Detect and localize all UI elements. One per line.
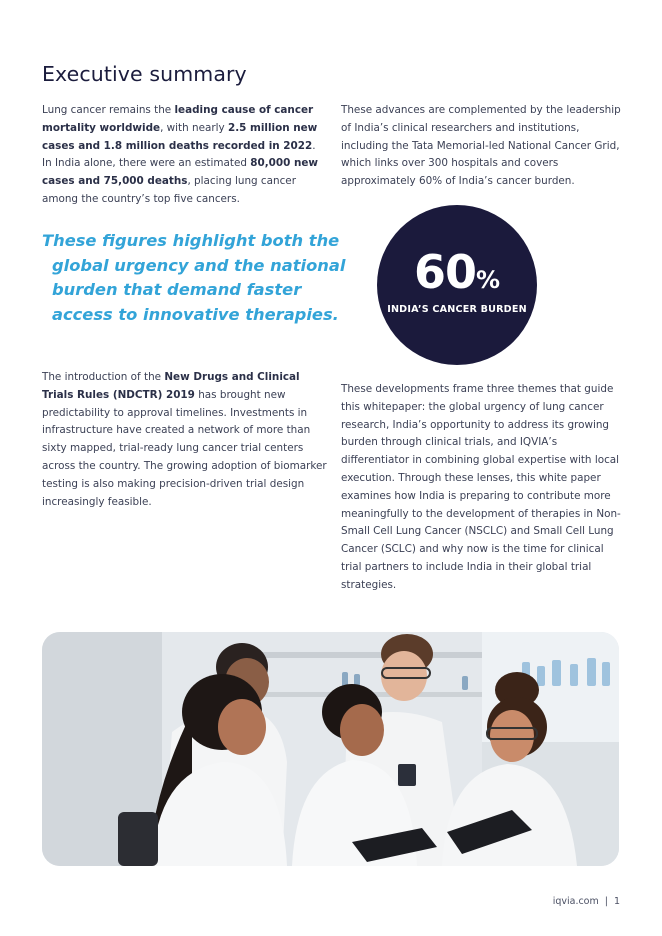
quote-line: global urgency and the national	[52, 255, 346, 275]
bold-run: leading cause of cancer mortality worldwide	[42, 104, 314, 134]
text-run: , placing lung cancer among the country’s top five cancers.	[42, 175, 296, 205]
page-footer	[553, 896, 620, 907]
text-run: Lung cancer remains the	[42, 104, 175, 116]
stat-value	[377, 247, 537, 305]
footer-site-link[interactable]: iqvia.com	[552, 896, 599, 907]
stat-number: 60	[413, 245, 476, 299]
text-run: The introduction of the	[42, 371, 165, 383]
stat-label: INDIA’S CANCER BURDEN	[387, 304, 527, 315]
text-run: . In India alone, there were an estimated	[42, 139, 316, 170]
bold-run: 2.5 million new cases and 1.8 million deaths recorded in 2022	[42, 121, 318, 152]
quote-line: access to innovative therapies.	[52, 304, 339, 324]
bold-run: New Drugs and Clinical Trials Rules (NDCTR) 2019	[42, 371, 300, 401]
page-title: Executive summary	[42, 62, 247, 86]
page-number: 1	[613, 896, 620, 907]
footer-separator: |	[604, 896, 608, 907]
themes-paragraph: These developments frame three themes that guide this whitepaper: the global urgency of lung cancer research, India’s opportunity to address its growing burden through clinical trials, and IQVIA’s differentiator in combining global expertise with local execution. Through these lenses, this white paper examines how India is preparing to contribute more meaningfully to the development of therapies in Non-Small Cell Lung Cancer (NSCLC) and Small Cell Lung Cancer (SCLC) and why now is the time for clinical trial partners to include India in their global trial strategies.	[341, 383, 621, 591]
intro-paragraph	[42, 102, 327, 209]
quote-line: These figures highlight both the	[42, 231, 340, 250]
text-run: has brought new predictability to approval timelines. Investments in infrastructure have created a network of more than sixty mapped, trial-ready lung cancer trial centers across the country. The growing adoption of biomarker testing is also making precision-driven trial design increasingly feasible.	[42, 388, 327, 508]
stat-unit: %	[475, 266, 501, 294]
leadership-paragraph: These advances are complemented by the leadership of India’s clinical researchers and institutions, including the Tata Memorial-led National Cancer Grid, which links over 300 hospitals and covers approximately 60% of India’s cancer burden.	[341, 104, 621, 188]
ndctr-paragraph	[42, 369, 327, 511]
photo-illustration	[42, 632, 619, 866]
bold-run: 80,000 new cases and 75,000 deaths	[42, 157, 319, 188]
pull-quote	[42, 229, 346, 327]
lab-researchers-photo	[42, 632, 619, 866]
stat-callout-circle	[377, 205, 537, 365]
text-run: , with nearly	[160, 121, 228, 134]
quote-line: burden that demand faster	[52, 280, 302, 299]
